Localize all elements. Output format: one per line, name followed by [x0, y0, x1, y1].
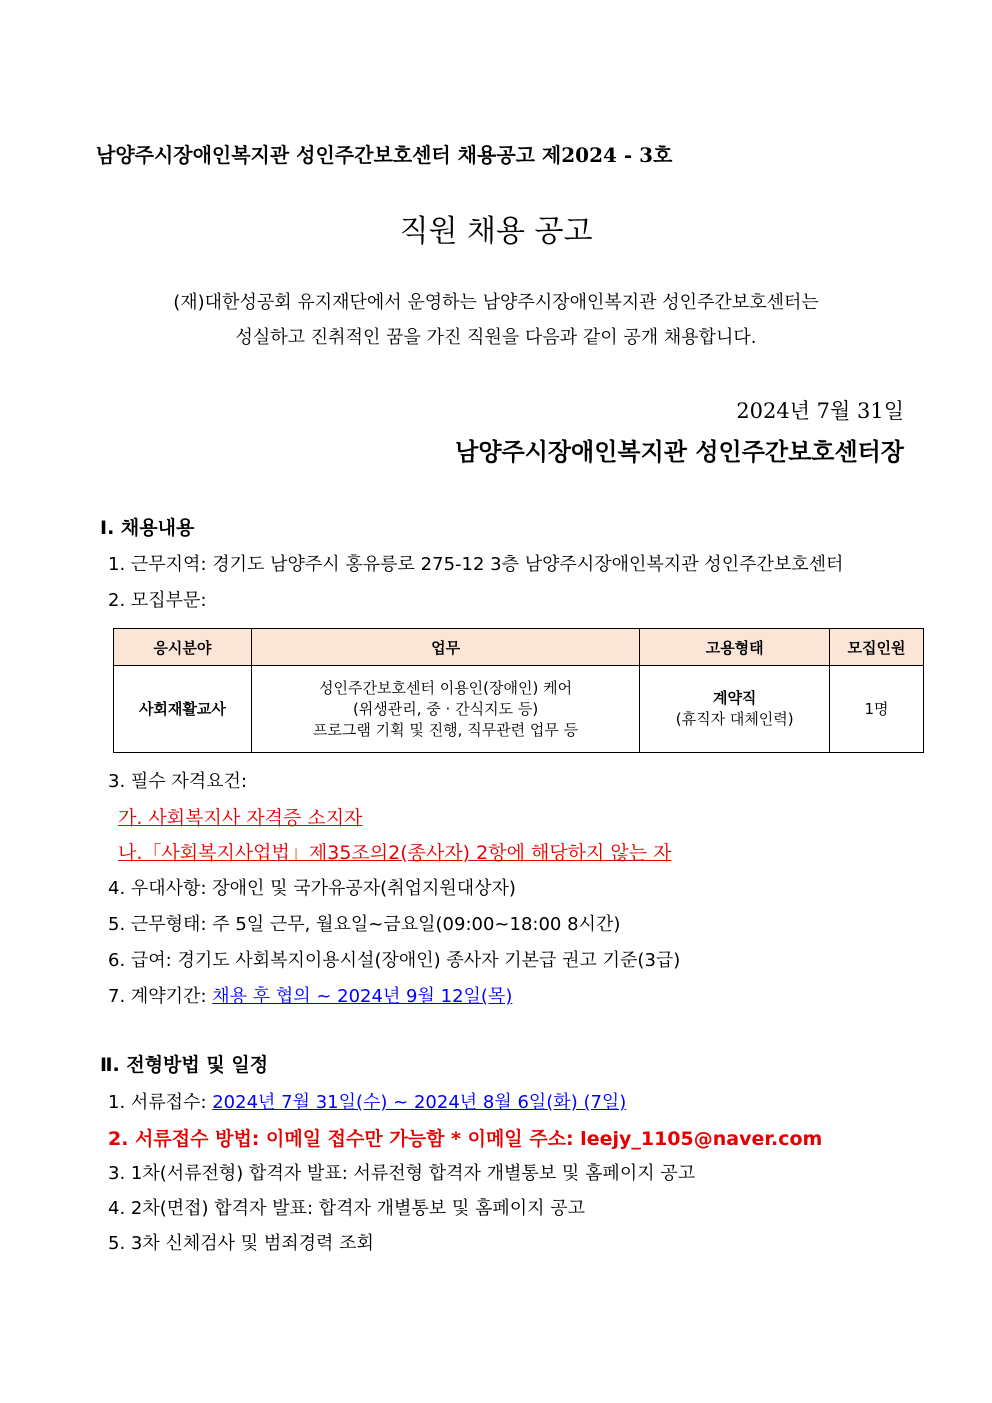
- requirements-label: 3. 필수 자격요건:: [108, 771, 248, 792]
- cell-headcount: 1명: [830, 666, 924, 753]
- duty-line-2: (위생관리, 중 · 간식지도 등): [352, 699, 539, 718]
- requirement-b: 나.「사회복지사업법」제35조의2(종사자) 2항에 해당하지 않는 자: [118, 842, 672, 864]
- issuer: 남양주시장애인복지관 성인주간보호센터장: [455, 438, 904, 466]
- contract-period: [108, 982, 512, 1008]
- document-submission: [108, 1088, 626, 1114]
- document-submission-label: 1. 서류접수:: [108, 1092, 213, 1113]
- intro-line-2: 성실하고 진취적인 꿈을 가진 직원을 다음과 같이 공개 채용합니다.: [235, 327, 757, 348]
- preferences: 4. 우대사항: 장애인 및 국가유공자(취업지원대상자): [108, 878, 516, 899]
- table-row: [114, 666, 924, 753]
- col-header-field: 응시분야: [114, 629, 252, 666]
- cell-field: 사회재활교사: [114, 666, 252, 753]
- contract-period-label: 7. 계약기간:: [108, 986, 213, 1007]
- cell-employment-type: [640, 666, 830, 753]
- section-2-heading: Ⅱ. 전형방법 및 일정: [100, 1054, 269, 1076]
- col-header-headcount: 모집인원: [830, 629, 924, 666]
- work-schedule: 5. 근무형태: 주 5일 근무, 월요일~금요일(09:00~18:00 8시간): [108, 914, 621, 935]
- salary: 6. 급여: 경기도 사회복지이용시설(장애인) 종사자 기본급 권고 기준(3급): [108, 950, 681, 971]
- first-round-result: 3. 1차(서류전형) 합격자 발표: 서류전형 합격자 개별통보 및 홈페이지 공고: [108, 1163, 696, 1184]
- document-submission-period: 2024년 7월 31일(수) ~ 2024년 8월 6일(화) (7일): [212, 1092, 627, 1113]
- col-header-employment-type: 고용형태: [640, 629, 830, 666]
- second-round-result: 4. 2차(면접) 합격자 발표: 합격자 개별통보 및 홈페이지 공고: [108, 1198, 586, 1219]
- employment-type: 계약직: [712, 689, 757, 707]
- section-1-heading: Ⅰ. 채용내용: [100, 517, 195, 539]
- employment-note: (휴직자 대체인력): [675, 710, 794, 728]
- recruitment-table: [113, 628, 924, 753]
- third-round-check: 5. 3차 신체검사 및 범죄경력 조회: [108, 1233, 374, 1254]
- contract-period-value: 채용 후 협의 ~ 2024년 9월 12일(목): [212, 986, 513, 1007]
- notice-number: 남양주시장애인복지관 성인주간보호센터 채용공고 제2024 - 3호: [96, 143, 673, 167]
- announcement-date: 2024년 7월 31일: [736, 399, 904, 423]
- intro-line-1: (재)대한성공회 유지재단에서 운영하는 남양주시장애인복지관 성인주간보호센터는: [173, 292, 819, 313]
- duty-line-3: 프로그램 기획 및 진행, 직무관련 업무 등: [312, 720, 579, 739]
- submission-method: 2. 서류접수 방법: 이메일 접수만 가능함 * 이메일 주소: leejy_1105@naver.com: [108, 1128, 823, 1150]
- work-location: 1. 근무지역: 경기도 남양주시 홍유릉로 275-12 3층 남양주시장애인복지관 성인주간보호센터: [108, 554, 844, 575]
- recruitment-field-label: 2. 모집부문:: [108, 590, 207, 611]
- cell-duty: [251, 666, 639, 753]
- requirement-a: 가. 사회복지사 자격증 소지자: [118, 807, 363, 829]
- page-title: 직원 채용 공고: [399, 214, 593, 249]
- table-header-row: [114, 629, 924, 666]
- duty-line-1: 성인주간보호센터 이용인(장애인) 케어: [319, 678, 573, 697]
- col-header-duty: 업무: [251, 629, 639, 666]
